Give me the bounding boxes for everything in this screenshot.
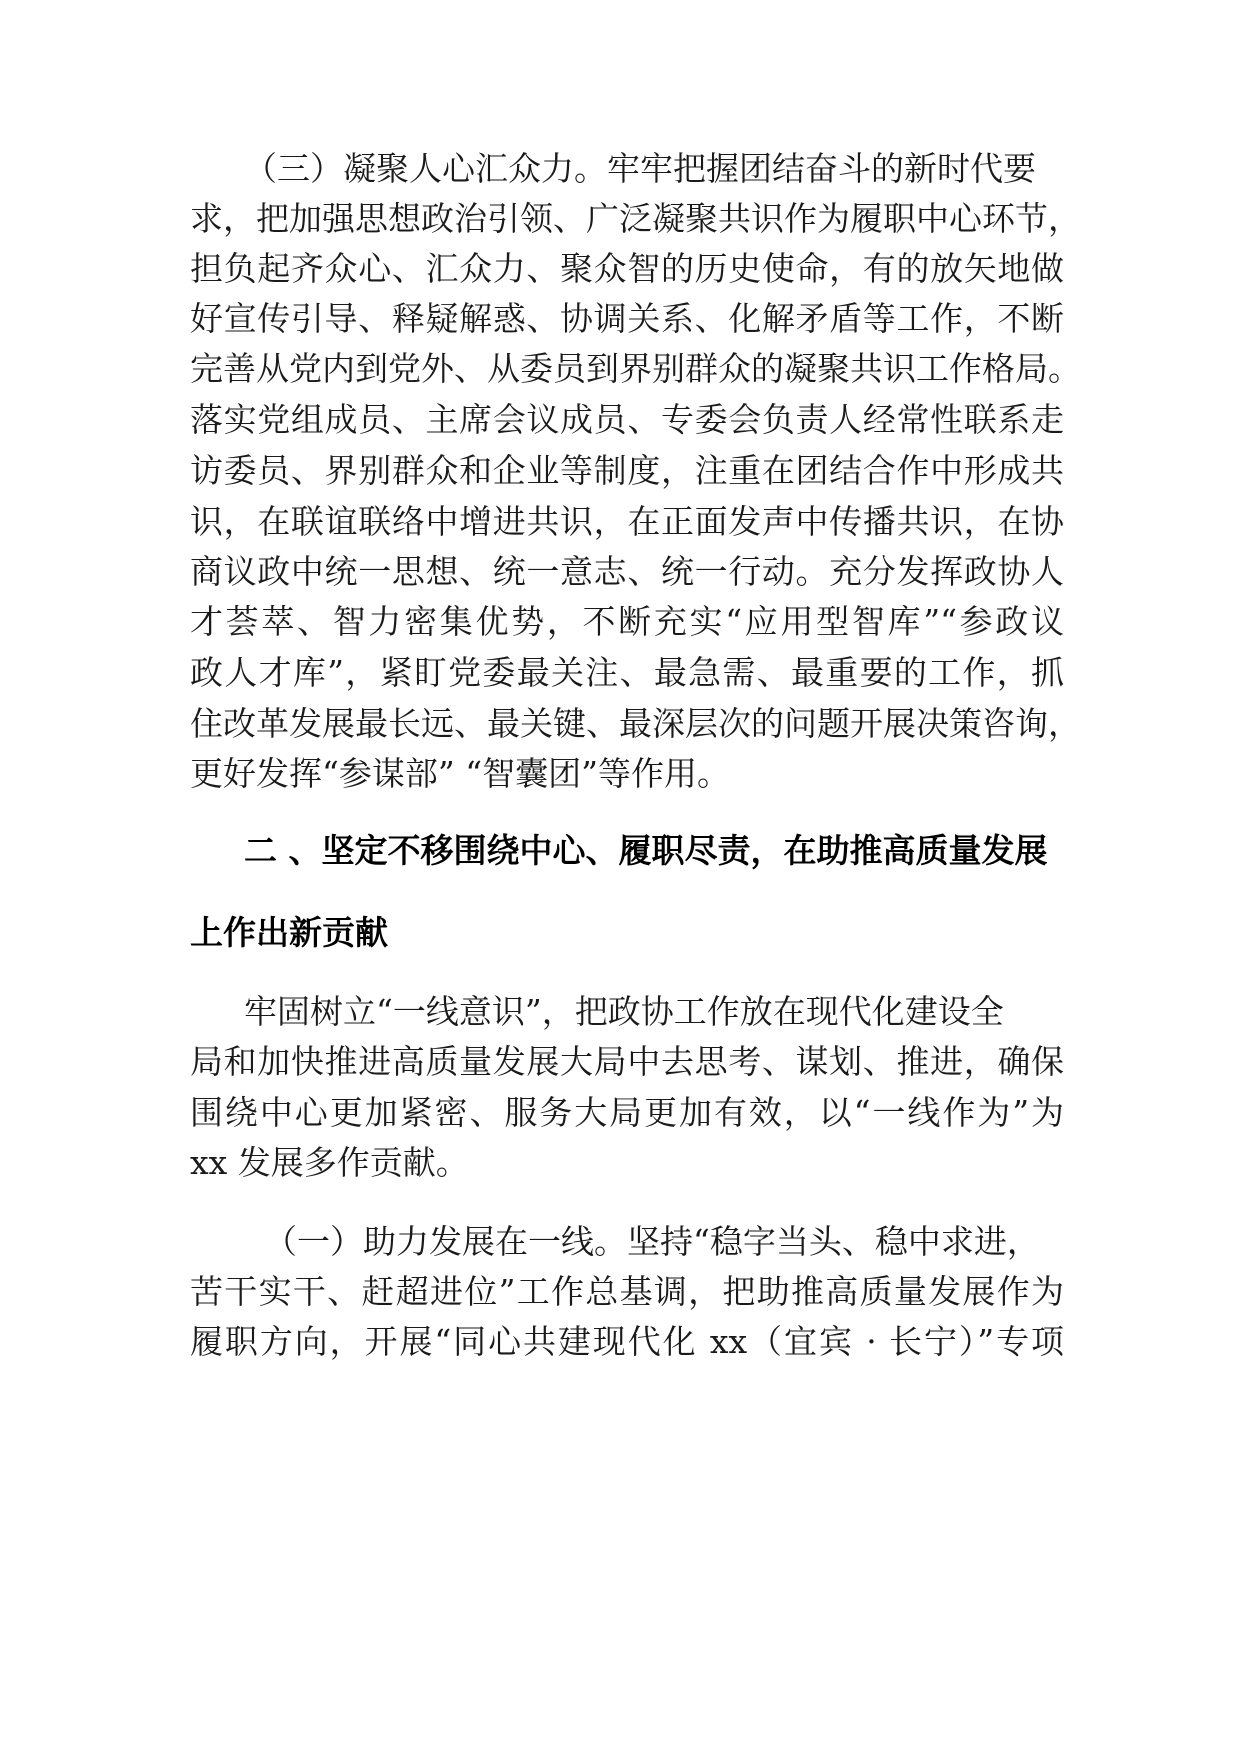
paragraph-line: 完善从党内到党外、从委员到界别群众的凝聚共识工作格局。 — [190, 349, 1081, 388]
paragraph-line: 住改革发展最长远、最关键、最深层次的问题开展决策咨询， — [190, 704, 1081, 743]
paragraph-line: 好宣传引导、释疑解惑、协调关系、化解矛盾等工作，不断 — [190, 299, 1064, 338]
paragraph-line: 商议政中统一思想、统一意志、统一行动。充分发挥政协人 — [190, 552, 1064, 591]
paragraph-line: 更好发挥“参谋部” “智囊团”等作用。 — [190, 754, 730, 793]
paragraph-line: 政人才库”，紧盯党委最关注、最急需、最重要的工作，抓 — [190, 653, 1064, 692]
paragraph-line: xx 发展多作贡献。 — [190, 1143, 469, 1182]
paragraph-line: 围绕中心更加紧密、服务大局更加有效，以“一线作为”为 — [190, 1093, 1064, 1132]
paragraph-line: 访委员、界别群众和企业等制度，注重在团结合作中形成共 — [190, 451, 1064, 490]
paragraph-line: （三）凝聚人心汇众力。牢牢把握团结奋斗的新时代要 — [244, 149, 1036, 188]
section-heading: 二 、坚定不移围绕中心、履职尽责，在助推高质量发展 — [244, 831, 1048, 870]
section-heading: 上作出新贡献 — [190, 913, 388, 952]
paragraph-line: 履职方向，开展“同心共建现代化 xx（宜宾 · 长宁）”专项 — [190, 1322, 1065, 1361]
paragraph-line: 牢固树立“一线意识”，把政协工作放在现代化建设全 — [244, 992, 1004, 1031]
paragraph-line: 苦干实干、赶超进位”工作总基调，把助推高质量发展作为 — [190, 1272, 1064, 1311]
paragraph-line: 识，在联谊联络中增进共识，在正面发声中传播共识，在协 — [190, 502, 1064, 541]
paragraph-line: 才荟萃、智力密集优势，不断充实“应用型智库”“参政议 — [190, 602, 1064, 641]
paragraph-line: 求，把加强思想政治引领、广泛凝聚共识作为履职中心环节， — [190, 199, 1081, 238]
paragraph-line: （一）助力发展在一线。坚持“稳字当头、稳中求进， — [264, 1222, 1040, 1261]
paragraph-line: 担负起齐众心、汇众力、聚众智的历史使命，有的放矢地做 — [190, 249, 1064, 288]
paragraph-line: 局和加快推进高质量发展大局中去思考、谋划、推进，确保 — [190, 1042, 1064, 1081]
paragraph-line: 落实党组成员、主席会议成员、专委会负责人经常性联系走 — [190, 400, 1064, 439]
